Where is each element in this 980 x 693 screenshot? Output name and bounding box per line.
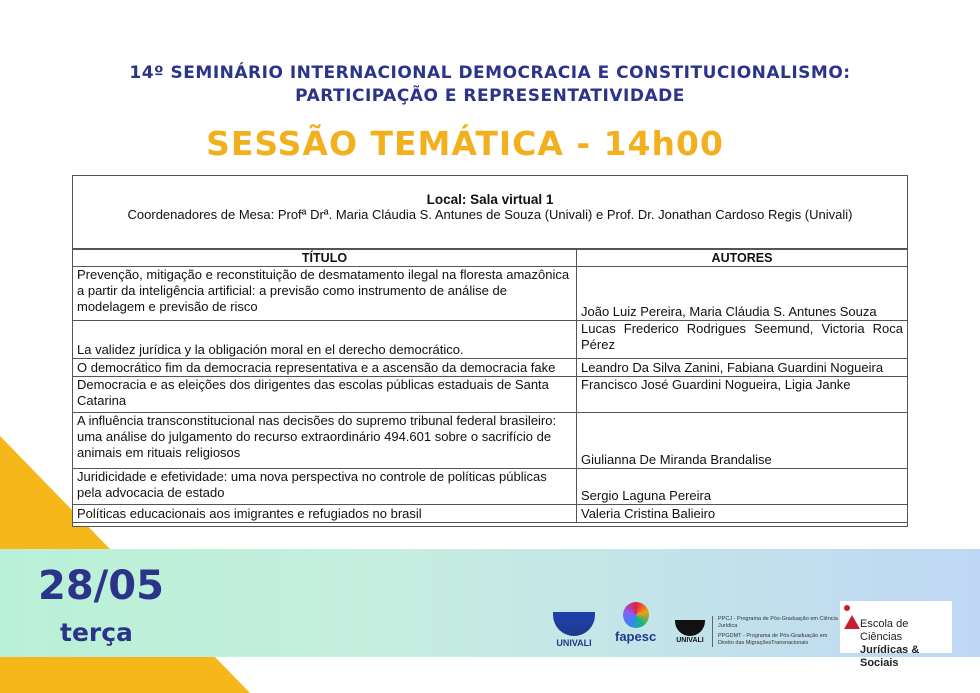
column-header-authors: AUTORES [577, 250, 908, 267]
table-row [73, 359, 907, 377]
event-weekday: terça [60, 618, 133, 647]
fapesc-logo [615, 602, 656, 644]
paper-title: A influência transconstitucional nas decisões do supremo tribunal federal brasileiro: uma análise do julgamento do recurso extraordinário 494.601 sobre o sacrifício de animais em rituais religiosos [73, 413, 577, 469]
paper-authors: João Luiz Pereira, Maria Cláudia S. Antunes Souza [577, 267, 908, 321]
table-header-row [73, 250, 907, 267]
escola-line2: Jurídicas & Sociais [860, 644, 920, 669]
table-row [73, 377, 907, 413]
ppgdmt-text: PPGDMT - Programa de Pós-Graduação em Direito das MigraçõesTransnacionais [718, 633, 828, 646]
univali-small-shield-icon [675, 620, 705, 636]
table-row [73, 505, 907, 523]
escola-dot-icon [844, 605, 850, 611]
univali-logo [553, 612, 595, 648]
paper-title: Políticas educacionais aos imigrantes e refugiados no brasil [73, 505, 577, 523]
papers-table [73, 249, 907, 523]
paper-authors: Valeria Cristina Balieiro [577, 505, 908, 523]
session-coordinators: Coordenadores de Mesa: Profª Drª. Maria Cláudia S. Antunes de Souza (Univali) e Prof. Dr. Jonathan Cardoso Regis (Univali) [127, 207, 853, 222]
paper-title: La validez jurídica y la obligación moral en el derecho democrático. [73, 321, 577, 359]
paper-authors: Francisco José Guardini Nogueira, Ligia Janke [577, 377, 908, 413]
paper-authors: Lucas Frederico Rodrigues Seemund, Victoria Roca Pérez [577, 321, 908, 359]
column-header-title: TÍTULO [73, 250, 577, 267]
session-location: Local: Sala virtual 1 [426, 192, 554, 207]
table-row [73, 267, 907, 321]
univali-shield-icon [553, 612, 595, 636]
event-title-line2: PARTICIPAÇÃO E REPRESENTATIVIDADE [295, 86, 685, 106]
paper-title: Juridicidade e efetividade: uma nova perspectiva no controle de políticas públicas pela advocacia de estado [73, 469, 577, 505]
session-title: SESSÃO TEMÁTICA - 14h00 [206, 124, 724, 163]
escola-logo-text [860, 618, 952, 670]
table-row [73, 413, 907, 469]
fapesc-flower-icon [623, 602, 649, 628]
fapesc-logo-text: fapesc [615, 629, 657, 644]
event-date: 28/05 [38, 563, 164, 609]
univali-small-logo [675, 620, 705, 644]
ppg-programs-logo [712, 616, 838, 647]
table-row [73, 321, 907, 359]
univali-small-logo-text: UNIVALI [676, 637, 704, 644]
paper-title: O democrático fim da democracia representativa e a ascensão da democracia fake [73, 359, 577, 377]
ppcj-text: PPCJ - Programa de Pós-Graduação em Ciência Jurídica [718, 616, 838, 629]
escola-line1: Escola de Ciências [860, 618, 909, 643]
paper-authors: Giulianna De Miranda Brandalise [577, 413, 908, 469]
paper-authors: Sergio Laguna Pereira [577, 469, 908, 505]
event-title [0, 62, 980, 108]
table-row [73, 469, 907, 505]
event-title-line1: 14º SEMINÁRIO INTERNACIONAL DEMOCRACIA E CONSTITUCIONALISMO: [129, 63, 851, 83]
univali-logo-text: UNIVALI [556, 638, 592, 648]
escola-ciencias-logo [840, 601, 952, 669]
session-table [72, 175, 908, 527]
paper-authors: Leandro Da Silva Zanini, Fabiana Guardini Nogueira [577, 359, 908, 377]
escola-triangle-icon [844, 615, 860, 629]
session-info [73, 176, 907, 249]
paper-title: Prevenção, mitigação e reconstituição de desmatamento ilegal na floresta amazônica a partir da inteligência artificial: a previsão como instrumento de análise de modelagem e previsão de risco [73, 267, 577, 321]
paper-title: Democracia e as eleições dos dirigentes das escolas públicas estaduais de Santa Catarina [73, 377, 577, 413]
